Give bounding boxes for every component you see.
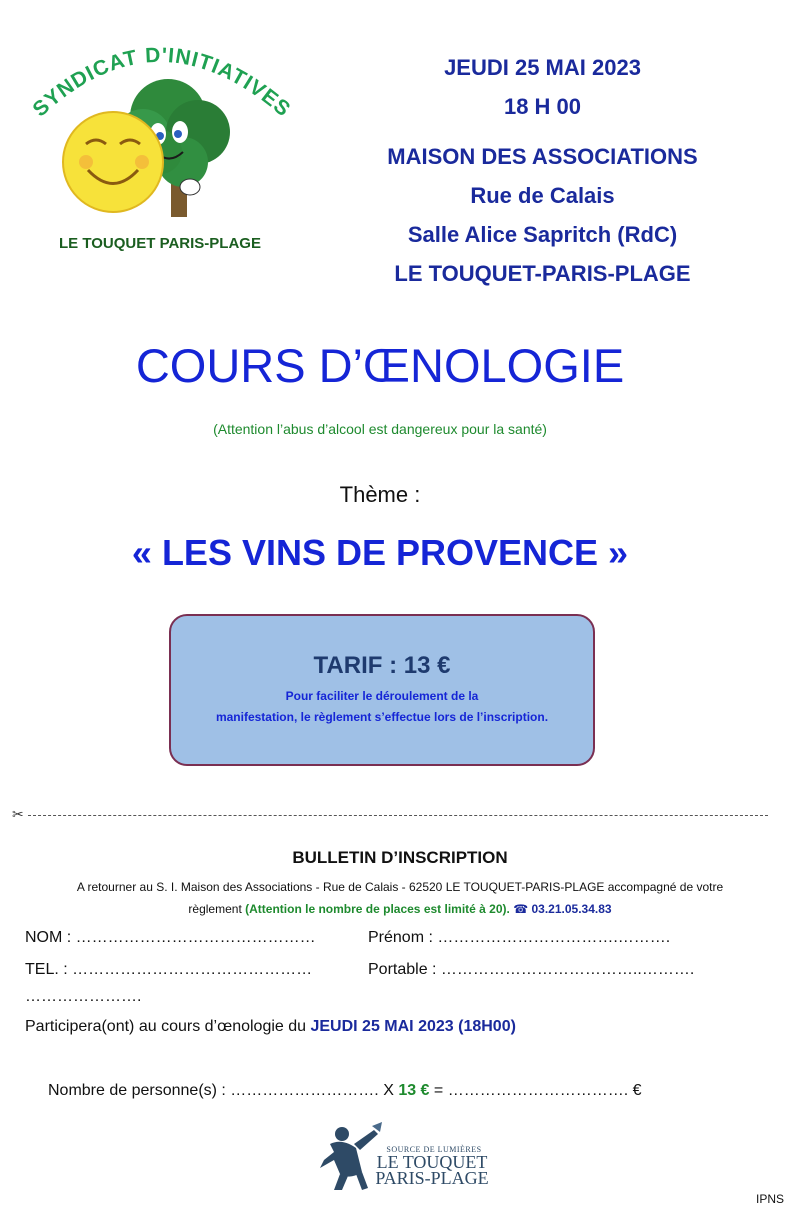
logo-tagline: SOURCE DE LUMIÈRES: [386, 1145, 482, 1154]
prenom-field[interactable]: Prénom : …………………………….……….: [368, 929, 671, 946]
participation-prefix: Participera(ont) au cours d’œnologie du: [25, 1018, 311, 1035]
dashed-divider: [28, 815, 768, 816]
event-date: JEUDI 25 MAI 2023: [444, 55, 641, 80]
tarif-note-line1: Pour faciliter le déroulement de la: [285, 689, 479, 703]
torch-bearer-icon: [320, 1122, 382, 1190]
tarif-title: TARIF : 13 €: [313, 652, 451, 679]
participation-line: [25, 1018, 516, 1036]
sun-icon: [63, 112, 163, 212]
logo-arc-text: SYNDICAT D'INITIATIVES: [28, 43, 296, 122]
event-room: Salle Alice Sapritch (RdC): [407, 222, 678, 247]
tarif-box: [169, 614, 595, 766]
portable-field[interactable]: Portable : ………………………………..……….: [368, 961, 695, 978]
syndicat-logo: [18, 32, 303, 262]
event-time: 18 H 00: [503, 94, 582, 119]
persons-prefix: Nombre de personne(s) : ………………………. X: [48, 1082, 399, 1099]
logo-line3: PARIS-PLAGE: [375, 1168, 489, 1188]
ipns-label: IPNS: [756, 1192, 785, 1206]
instructions-line2: [20, 898, 780, 920]
theme-label: Thème :: [339, 482, 421, 507]
total-amount: = ……………………………. €: [429, 1082, 642, 1099]
event-venue: MAISON DES ASSOCIATIONS: [387, 144, 698, 169]
cut-line: [12, 806, 782, 826]
participation-date: JEUDI 25 MAI 2023 (18H00): [310, 1018, 516, 1035]
bulletin-instructions: [20, 876, 780, 920]
event-city: LE TOUQUET-PARIS-PLAGE: [394, 261, 691, 286]
theme-title: « LES VINS DE PROVENCE »: [131, 532, 629, 573]
nom-field[interactable]: NOM : ………………………………………: [25, 929, 316, 946]
alcohol-warning: (Attention l’abus d’alcool est dangereux pour la santé): [213, 421, 547, 437]
phone-number: 03.21.05.34.83: [531, 902, 612, 916]
bulletin-title: BULLETIN D’INSCRIPTION: [292, 848, 508, 867]
tarif-note: [171, 686, 593, 728]
persons-count-line[interactable]: [48, 1082, 641, 1100]
instructions-prefix: règlement: [188, 902, 246, 916]
tarif-note-line2: manifestation, le règlement s’effectue lors de l’inscription.: [215, 710, 549, 724]
instructions-line1: A retourner au S. I. Maison des Associations - Rue de Calais - 62520 LE TOUQUET-PARIS-PLAGE accompagné de votre: [76, 880, 724, 894]
course-title: COURS D’ŒNOLOGIE: [135, 339, 625, 392]
event-info: [330, 48, 755, 293]
unit-price: 13 €: [398, 1082, 430, 1099]
tel-field[interactable]: TEL. : ………………………………………: [25, 961, 313, 978]
phone-icon: ☎: [513, 902, 529, 916]
logo-bottom-text: LE TOUQUET PARIS-PLAGE: [59, 235, 261, 252]
places-warning: (Attention le nombre de places est limité à 20).: [245, 902, 510, 916]
event-street: Rue de Calais: [470, 183, 615, 208]
tel-field-continuation: ………………….: [25, 988, 142, 1005]
logo-line2: LE TOUQUET: [376, 1152, 488, 1172]
scissors-icon: ✂: [12, 806, 24, 822]
le-touquet-logo: [316, 1120, 496, 1192]
